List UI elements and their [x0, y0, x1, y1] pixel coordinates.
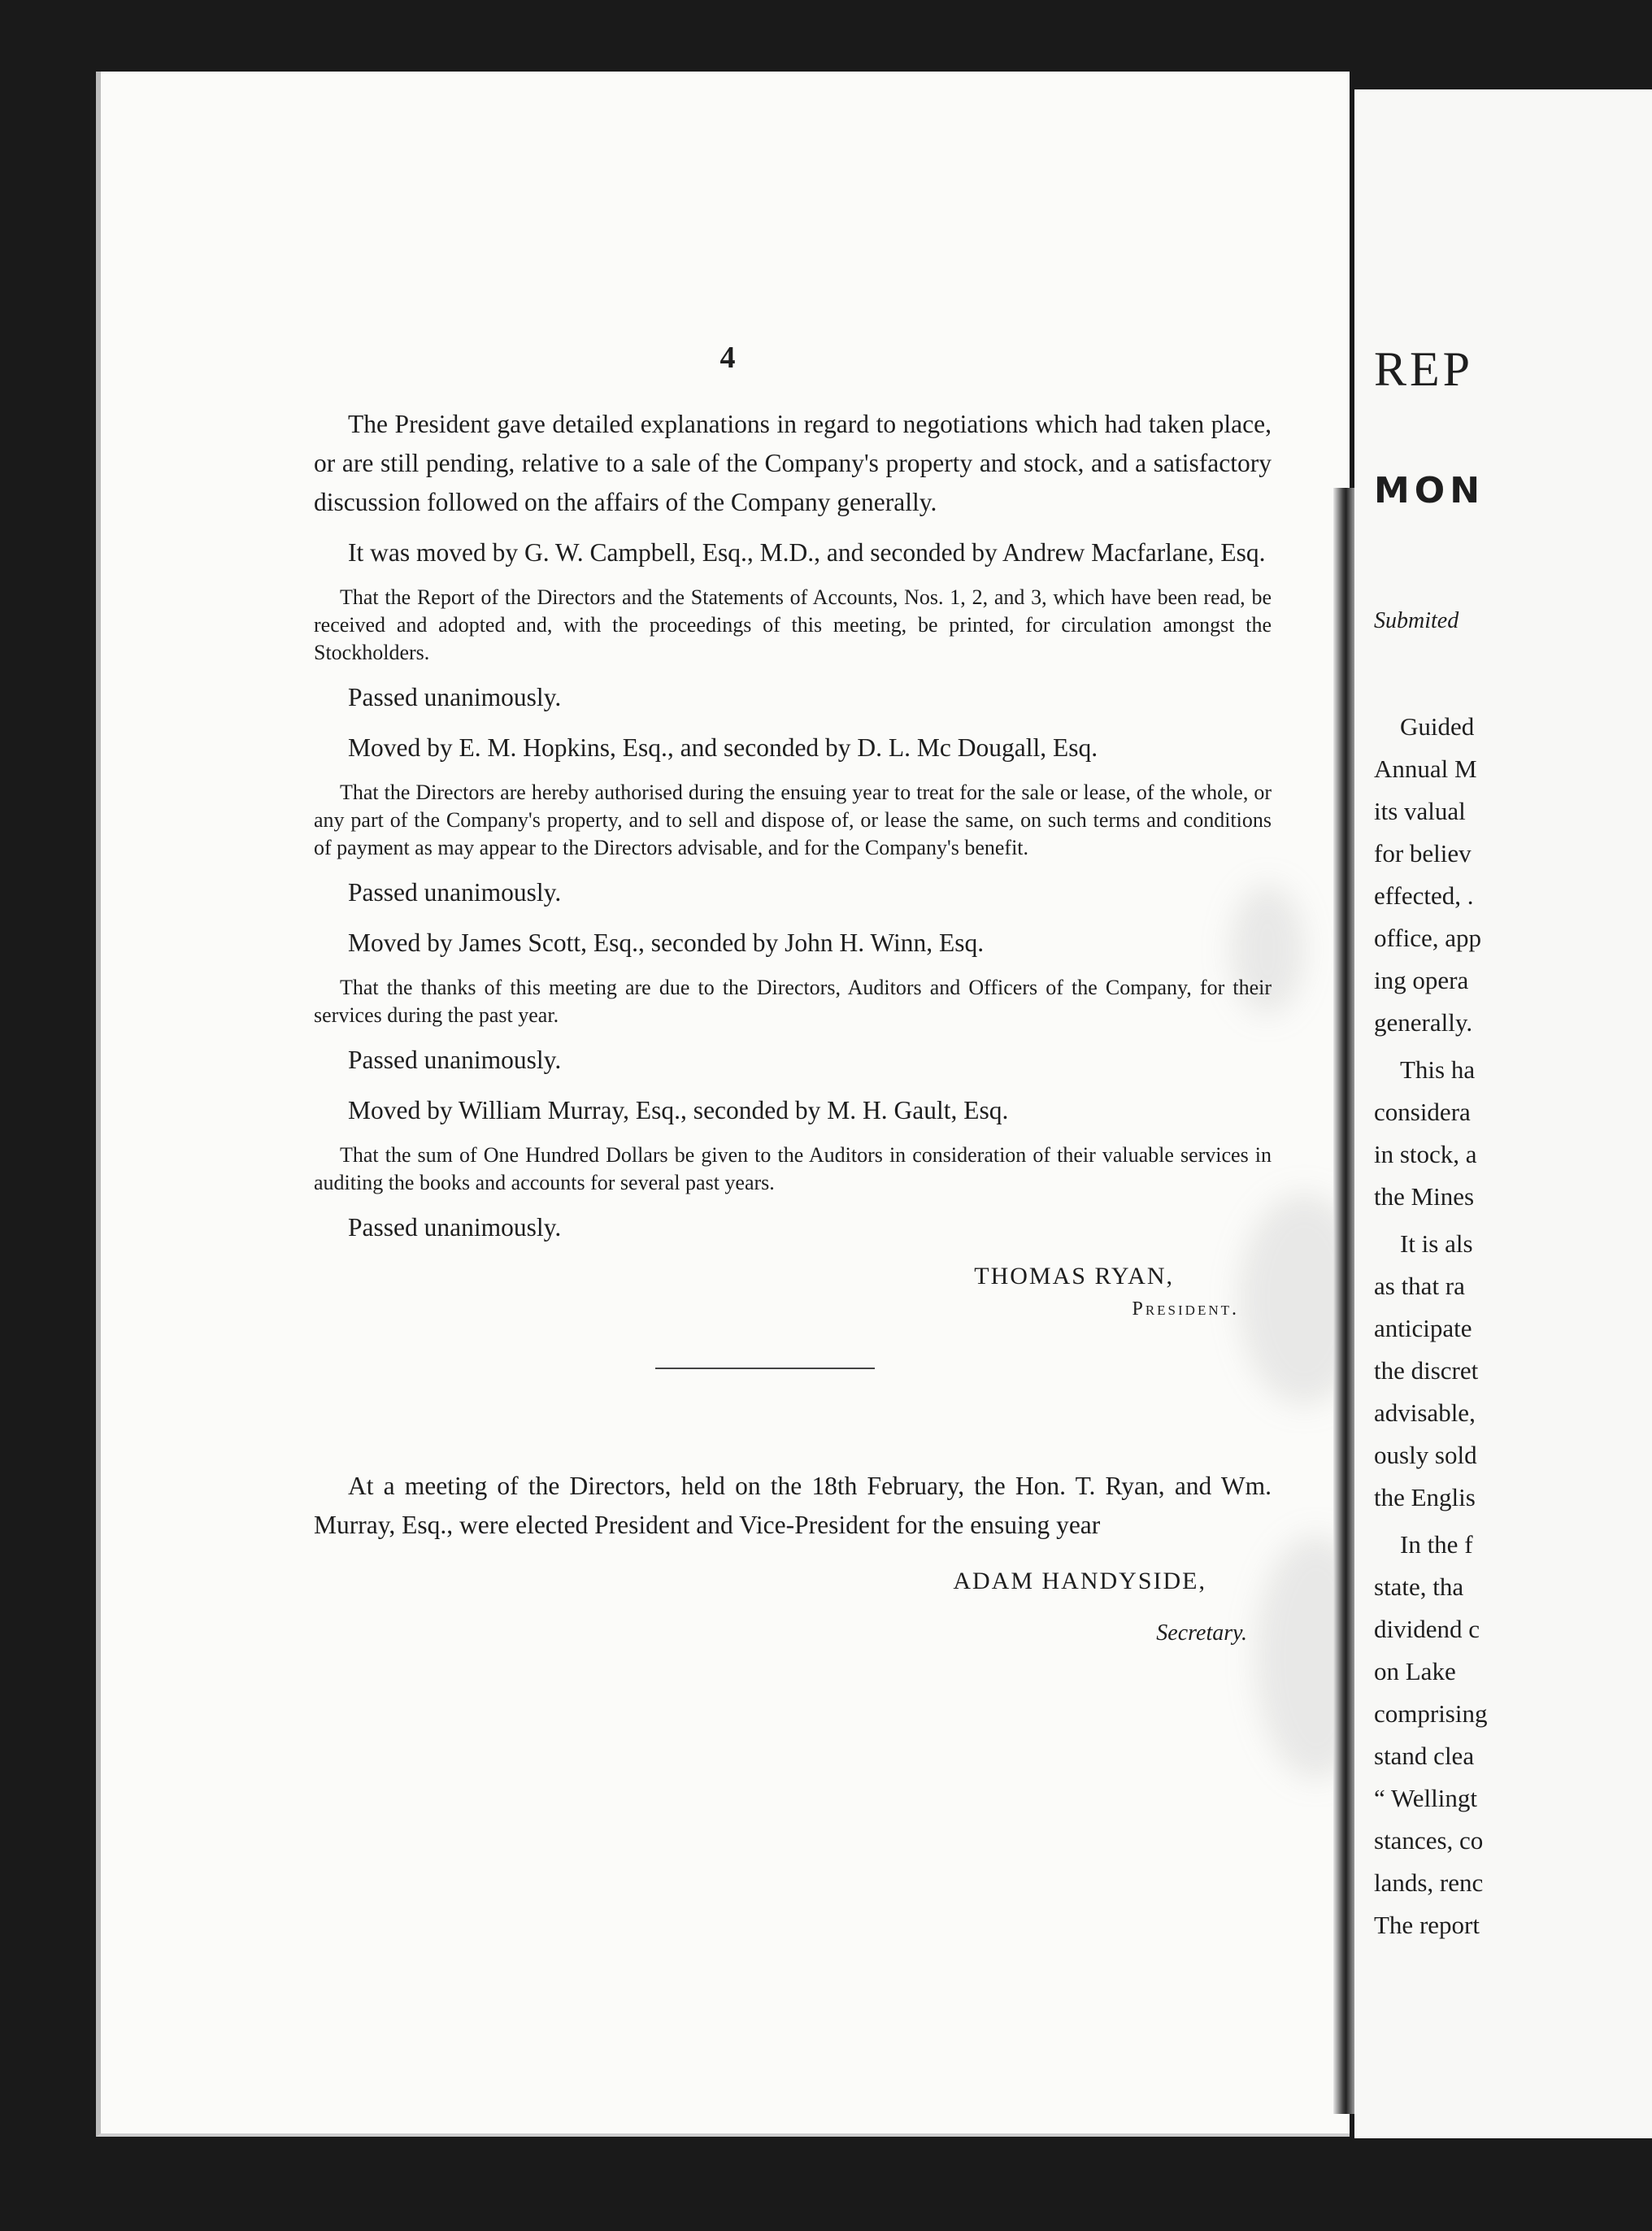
right-page-fragment: advisable,: [1374, 1398, 1476, 1427]
right-page-fragment: It is als: [1400, 1229, 1473, 1258]
passed-note: Passed unanimously.: [348, 878, 562, 907]
right-page-fragment: This ha: [1400, 1055, 1476, 1084]
right-page-fragment: effected, .: [1374, 881, 1474, 910]
right-page-fragment: as that ra: [1374, 1272, 1465, 1300]
right-page-text: [1374, 89, 1652, 2114]
section-divider: [655, 1368, 875, 1369]
page-number: 4: [719, 341, 736, 375]
right-page-fragment: Guided: [1400, 712, 1475, 741]
body-paragraph: It was moved by G. W. Campbell, Esq., M.D., and seconded by Andrew Macfarlane, Esq.: [348, 538, 1266, 567]
body-paragraph: The President gave detailed explanations in regard to negotiations which had taken place, or are still pending, relative to a sale of the Company's property and stock, and a satisfactory discussion followed on the affairs of the Company generally.: [314, 410, 1272, 516]
resolution-text: That the thanks of this meeting are due to the Directors, Auditors and Officers of the Company, for their services during the past year.: [314, 976, 1272, 1027]
book-gutter: [1333, 488, 1354, 2114]
text-column: [314, 405, 1272, 1654]
right-page-fragment: state, tha: [1374, 1572, 1464, 1601]
left-page: [96, 72, 1350, 2137]
body-paragraph: Moved by William Murray, Esq., seconded by M. H. Gault, Esq.: [348, 1096, 1009, 1124]
right-page-fragment: ing opera: [1374, 966, 1469, 994]
right-page-fragment: In the f: [1400, 1530, 1473, 1559]
right-page-fragment: stand clea: [1374, 1742, 1475, 1770]
right-page-fragment: lands, renc: [1374, 1868, 1484, 1897]
resolution-text: That the sum of One Hundred Dollars be given to the Auditors in consideration of their valuable services in auditing the books and accounts for several past years.: [314, 1143, 1272, 1194]
right-page-fragment: the Mines: [1374, 1182, 1475, 1211]
right-page-fragment: ously sold: [1374, 1441, 1477, 1469]
right-page-fragment: anticipate: [1374, 1314, 1472, 1342]
right-page-fragment: considera: [1374, 1098, 1471, 1126]
right-page-fragment: on Lake: [1374, 1657, 1456, 1685]
right-page-fragment: the discret: [1374, 1356, 1479, 1385]
secretary-title: Secretary.: [1156, 1620, 1247, 1646]
right-page-fragment: in stock, a: [1374, 1140, 1477, 1168]
body-paragraph: Moved by James Scott, Esq., seconded by John H. Winn, Esq.: [348, 928, 985, 957]
right-page-fragment: comprising: [1374, 1699, 1488, 1728]
right-page-fragment: dividend c: [1374, 1615, 1480, 1643]
body-paragraph: Moved by E. M. Hopkins, Esq., and seconded by D. L. Mc Dougall, Esq.: [348, 733, 1098, 762]
signature-title: President.: [1132, 1298, 1239, 1320]
resolution-text: That the Directors are hereby authorised during the ensuing year to treat for the sale or lease, of the whole, or any part of the Company's property, and to sell and dispose of, or lease the same, on such terms and conditions of payment as may appear to the Directors advisable, and for the Company's benefit.: [314, 781, 1272, 859]
right-page-fragment: generally.: [1374, 1008, 1473, 1037]
passed-note: Passed unanimously.: [348, 683, 562, 711]
resolution-text: That the Report of the Directors and the Statements of Accounts, Nos. 1, 2, and 3, which have been read, be received and adopted and, with the proceedings of this meeting, be printed, for circulation amongst the Stockholders.: [314, 585, 1272, 664]
meeting-paragraph: At a meeting of the Directors, held on the 18th February, the Hon. T. Ryan, and Wm. Murray, Esq., were elected President and Vice-President for the ensuing year: [314, 1472, 1272, 1539]
right-page-fragment: for believ: [1374, 839, 1472, 868]
right-page-fragment: its valual: [1374, 797, 1466, 825]
signature-name: THOMAS RYAN,: [974, 1263, 1174, 1289]
paragraph-list: [314, 405, 1272, 1247]
right-page-fragment: stances, co: [1374, 1826, 1484, 1855]
secretary-name: ADAM HANDYSIDE,: [953, 1568, 1206, 1594]
right-page-fragment: Submited: [1374, 608, 1459, 633]
right-page-fragment: the Englis: [1374, 1483, 1476, 1511]
right-page-fragment: REP: [1374, 342, 1474, 396]
passed-note: Passed unanimously.: [348, 1046, 562, 1074]
right-page-fragment: “ Wellingt: [1374, 1784, 1477, 1812]
passed-note: Passed unanimously.: [348, 1213, 562, 1242]
right-page-fragment: The report: [1374, 1911, 1480, 1939]
right-page: [1354, 89, 1652, 2138]
right-page-fragment: Annual M: [1374, 755, 1477, 783]
right-page-fragment: office, app: [1374, 924, 1481, 952]
right-page-fragment: MON: [1374, 470, 1485, 511]
